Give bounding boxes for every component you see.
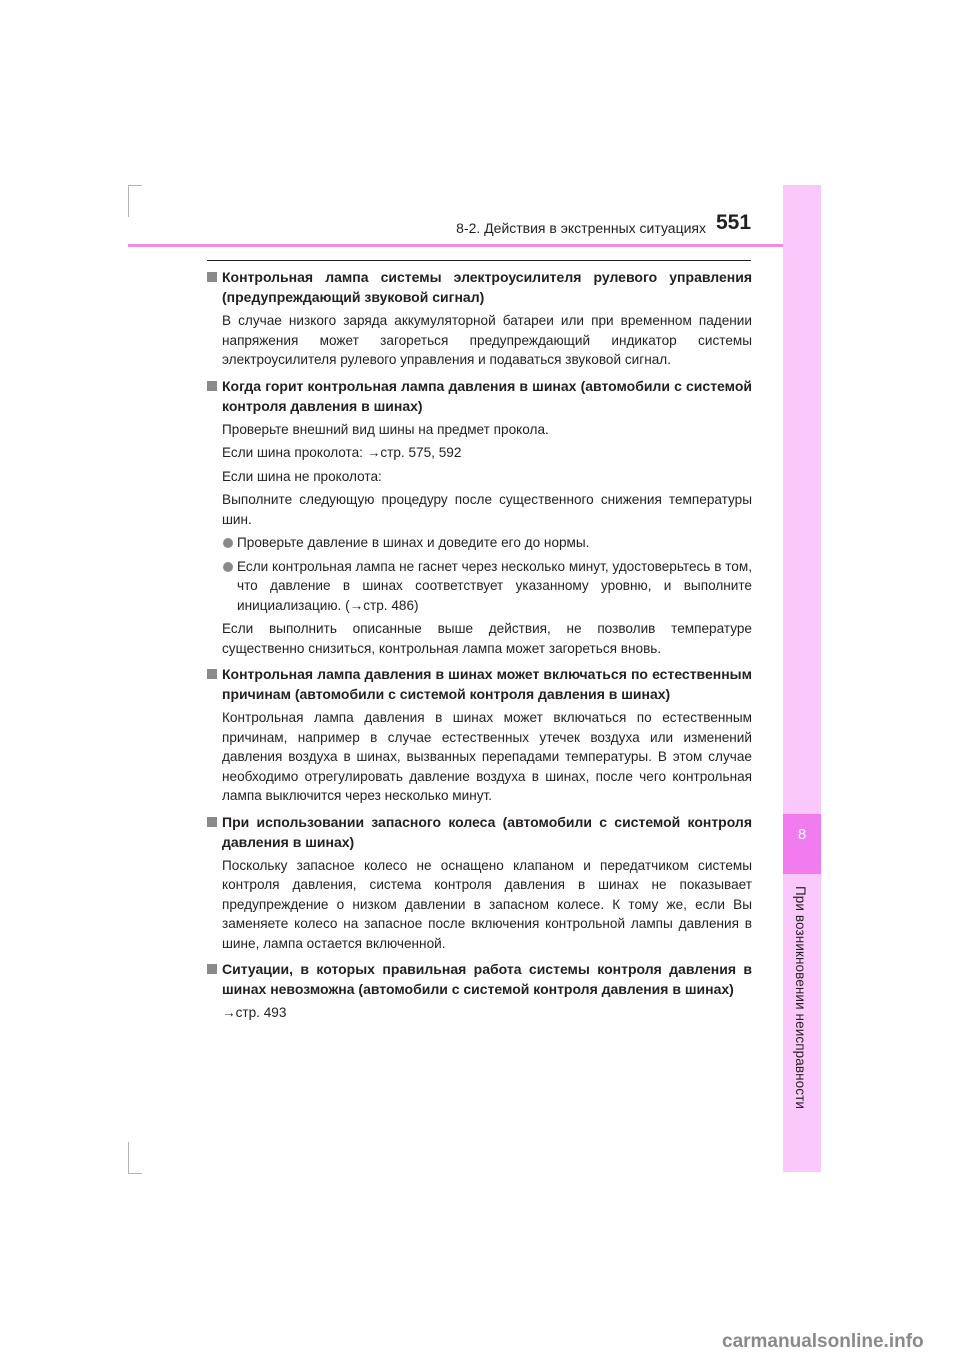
square-bullet-icon xyxy=(207,817,217,827)
paragraph: Контрольная лампа давления в шинах может включаться по естественным причинам, например в случае естественных утечек воздуха или изменений давления воздуха в шинах, вызванных перепадами температуры. В этом случае необходимо отрегулировать давление воздуха в шинах, после чего контрольная лампа выключится через несколько минут. xyxy=(222,710,752,803)
section-heading: Контрольная лампа давления в шинах может включаться по естественным причинам (автомобили с системой контроля давления в шинах) xyxy=(207,664,752,704)
page-reference: →стр. 493 xyxy=(222,1005,287,1020)
paragraph: Поскольку запасное колесо не оснащено клапаном и передатчиком системы контроля давления, система контроля давления в шинах не показывает предупреждение о низком давлении в запасном колесе. К тому же, если Вы заменяете колесо на запасное после включения контрольной лампы давления в шине, лампа остается включенной. xyxy=(222,857,752,951)
round-bullet-icon xyxy=(223,562,233,572)
content-body xyxy=(207,267,752,1029)
square-bullet-icon xyxy=(207,964,217,974)
paragraph: Если выполнить описанные выше действия, не позволив температуре существенно снизиться, контрольная лампа может загореться вновь. xyxy=(222,621,752,656)
section-title: 8-2. Действия в экстренных ситуациях xyxy=(456,220,706,236)
section-item xyxy=(207,267,752,370)
crop-mark-top-horizontal xyxy=(128,185,142,186)
section-item xyxy=(207,664,752,806)
paragraph: Если шина проколота: →стр. 575, 592 xyxy=(222,445,462,460)
paragraph: Выполните следующую процедуру после существенного снижения температуры шин. xyxy=(222,492,752,527)
paragraph: В случае низкого заряда аккумуляторной батареи или при временном падении напряжения может загореться предупреждающий индикатор системы электроусилителя рулевого управления и подаваться звуковой сигнал. xyxy=(222,313,752,367)
section-heading: Контрольная лампа системы электроусилителя рулевого управления (предупреждающий звуковой сигнал) xyxy=(207,267,752,307)
chapter-number-box xyxy=(783,814,821,874)
round-bullet-icon xyxy=(223,538,233,548)
header-divider xyxy=(128,244,821,247)
chapter-number: 8 xyxy=(797,826,807,843)
section-item xyxy=(207,959,752,1023)
paragraph: Проверьте внешний вид шины на предмет прокола. xyxy=(222,421,549,437)
watermark: carmanualsonline.info xyxy=(722,1331,924,1352)
section-item xyxy=(207,376,752,659)
section-heading: Когда горит контрольная лампа давления в шинах (автомобили с системой контроля давления в шинах) xyxy=(207,376,752,416)
crop-mark-bottom-horizontal xyxy=(128,1173,142,1174)
square-bullet-icon xyxy=(207,272,217,282)
content-top-rule xyxy=(207,260,751,261)
list-item: Если контрольная лампа не гаснет через несколько минут, удостоверьтесь в том, что давление в шинах соответствует указанному уровню, и выполните инициализацию. (→стр. 486) xyxy=(207,557,752,616)
section-heading: При использовании запасного колеса (автомобили с системой контроля давления в шинах) xyxy=(207,812,752,852)
crop-mark-top-vertical xyxy=(128,185,129,217)
page-number: 551 xyxy=(716,211,752,234)
paragraph: Если шина не проколота: xyxy=(222,468,382,484)
section-item xyxy=(207,812,752,954)
chapter-label: При возникновении неисправности xyxy=(793,886,808,1110)
crop-mark-bottom-vertical xyxy=(128,1142,129,1174)
square-bullet-icon xyxy=(207,669,217,679)
list-item: Проверьте давление в шинах и доведите его до нормы. xyxy=(207,533,752,553)
section-heading: Ситуации, в которых правильная работа системы контроля давления в шинах невозможна (автомобили с системой контроля давления в шинах) xyxy=(207,959,752,999)
square-bullet-icon xyxy=(207,381,217,391)
